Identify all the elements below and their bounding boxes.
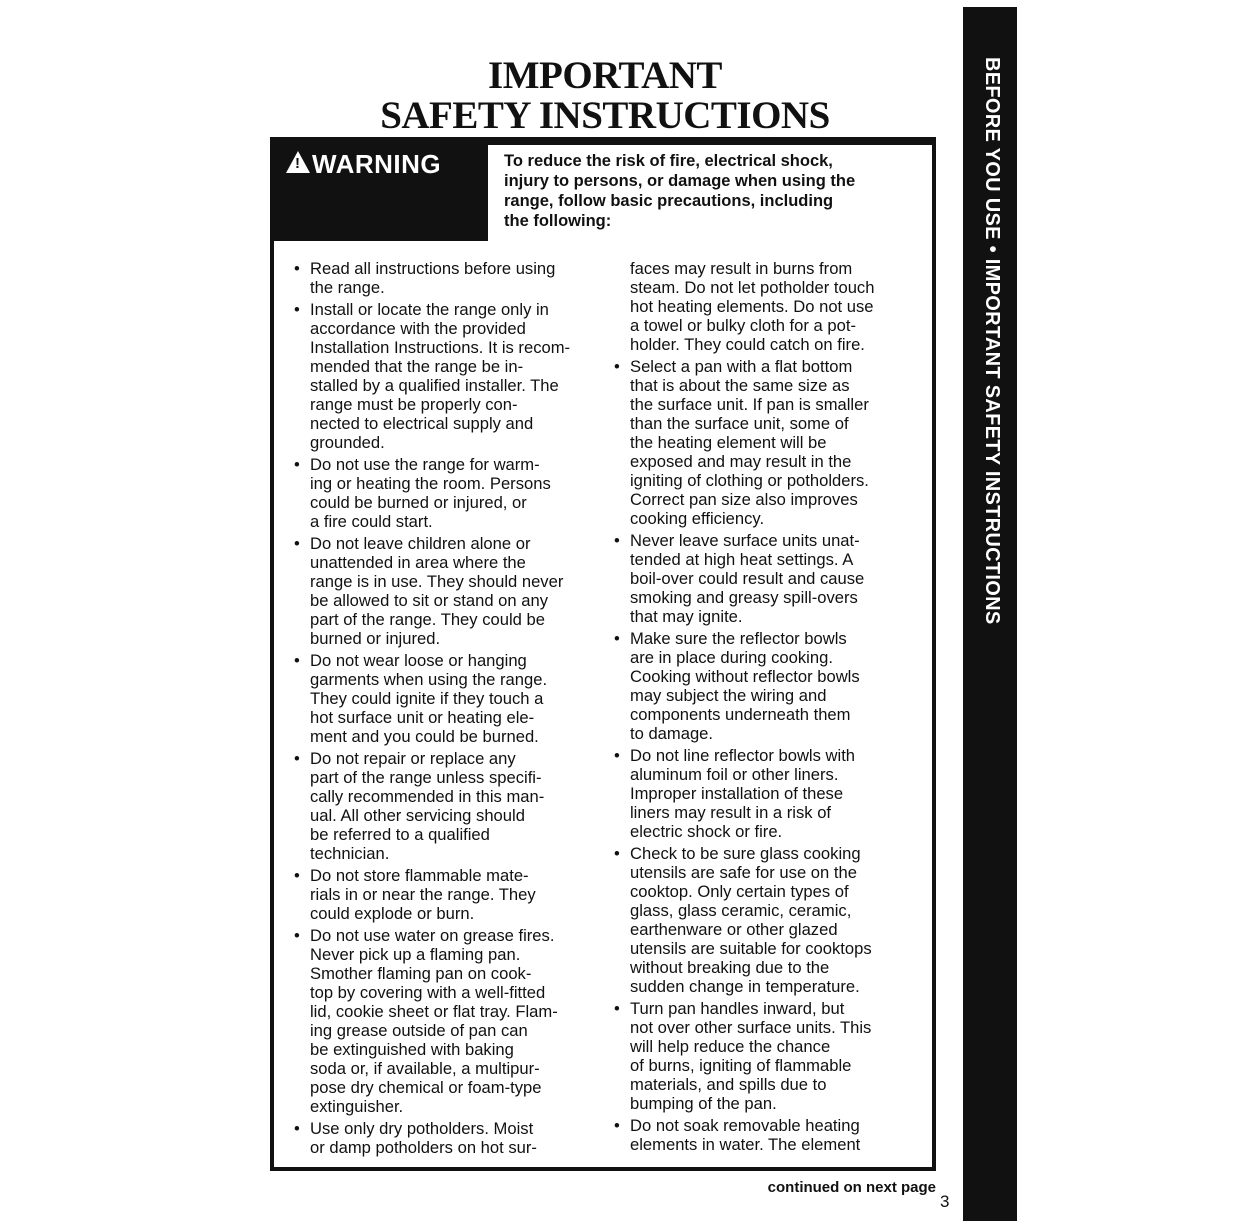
sidebar-text: BEFORE YOU USE • IMPORTANT SAFETY INSTRUCTIONS <box>981 57 1003 625</box>
instruction-item: • Check to be sure glass cooking utensils are safe for use on the cooktop. Only certain types of glass, glass ceramic, ceramic, earthenware or other glazed utensils are suitable for cooktops without breaking due to the sudden change in temperature. <box>612 844 918 996</box>
instruction-item: • Select a pan with a flat bottom that is about the same size as the surface unit. If pan is smaller than the surface unit, some of the heating element will be exposed and may result in the igniting of clothing or potholders. Correct pan size also improves cooking efficiency. <box>612 357 918 528</box>
instruction-item: • Use only dry potholders. Moist or damp potholders on hot sur- <box>292 1119 598 1157</box>
warning-header <box>274 141 932 241</box>
instruction-item: • Do not use water on grease fires. Never pick up a flaming pan. Smother flaming pan on cook- top by covering with a well-fitted lid, cookie sheet or flat tray. Flam- ing grease outside of pan can be extinguished with baking soda or, if available, a multipur- pose dry chemical or foam-type extinguisher. <box>292 926 598 1116</box>
warning-text: To reduce the risk of fire, electrical shock, injury to persons, or damage when using the range, follow basic precautions, including the following: <box>488 145 932 241</box>
page-number: 3 <box>940 1192 950 1211</box>
section-sidebar <box>963 7 1017 1221</box>
right-column <box>612 259 918 1160</box>
instruction-item: • Install or locate the range only in accordance with the provided Installation Instructions. It is recom- mended that the range be in- stalled by a qualified installer. The range must be properly con- nected to electrical supply and grounded. <box>292 300 598 452</box>
instruction-item: • Do not use the range for warm- ing or heating the room. Persons could be burned or injured, or a fire could start. <box>292 455 598 531</box>
instruction-columns <box>292 259 918 1160</box>
warning-triangle-icon <box>286 151 310 173</box>
safety-panel <box>270 137 936 1171</box>
instruction-item: • Do not store flammable mate- rials in or near the range. They could explode or burn. <box>292 866 598 923</box>
warning-label: WARNING <box>312 149 442 179</box>
instruction-item: • Do not line reflector bowls with aluminum foil or other liners. Improper installation of these liners may result in a risk of electric shock or fire. <box>612 746 918 841</box>
instruction-item: • Make sure the reflector bowls are in place during cooking. Cooking without reflector bowls may subject the wiring and components underneath them to damage. <box>612 629 918 743</box>
instruction-item: • Never leave surface units unat- tended at high heat settings. A boil-over could result and cause smoking and greasy spill-overs that may ignite. <box>612 531 918 626</box>
left-column <box>292 259 598 1160</box>
warning-label-box <box>274 141 488 241</box>
continued-note: continued on next page <box>767 1179 936 1196</box>
title-line-2: SAFETY INSTRUCTIONS <box>380 94 830 137</box>
title-line-1: IMPORTANT <box>488 54 722 97</box>
instruction-item: • Do not wear loose or hanging garments when using the range. They could ignite if they touch a hot surface unit or heating ele- ment and you could be burned. <box>292 651 598 746</box>
instruction-item: • Do not soak removable heating elements in water. The element <box>612 1116 918 1154</box>
instruction-item: • Read all instructions before using the range. <box>292 259 598 297</box>
page-title <box>272 56 938 136</box>
instruction-item: • Turn pan handles inward, but not over other surface units. This will help reduce the chance of burns, igniting of flammable materials, and spills due to bumping of the pan. <box>612 999 918 1113</box>
instruction-item: • Do not leave children alone or unattended in area where the range is in use. They should never be allowed to sit or stand on any part of the range. They could be burned or injured. <box>292 534 598 648</box>
instruction-item: faces may result in burns from steam. Do not let potholder touch hot heating elements. Do not use a towel or bulky cloth for a pot- holder. They could catch on fire. <box>630 259 875 354</box>
instruction-item: • Do not repair or replace any part of the range unless specifi- cally recommended in this man- ual. All other servicing should be referred to a qualified technician. <box>292 749 598 863</box>
